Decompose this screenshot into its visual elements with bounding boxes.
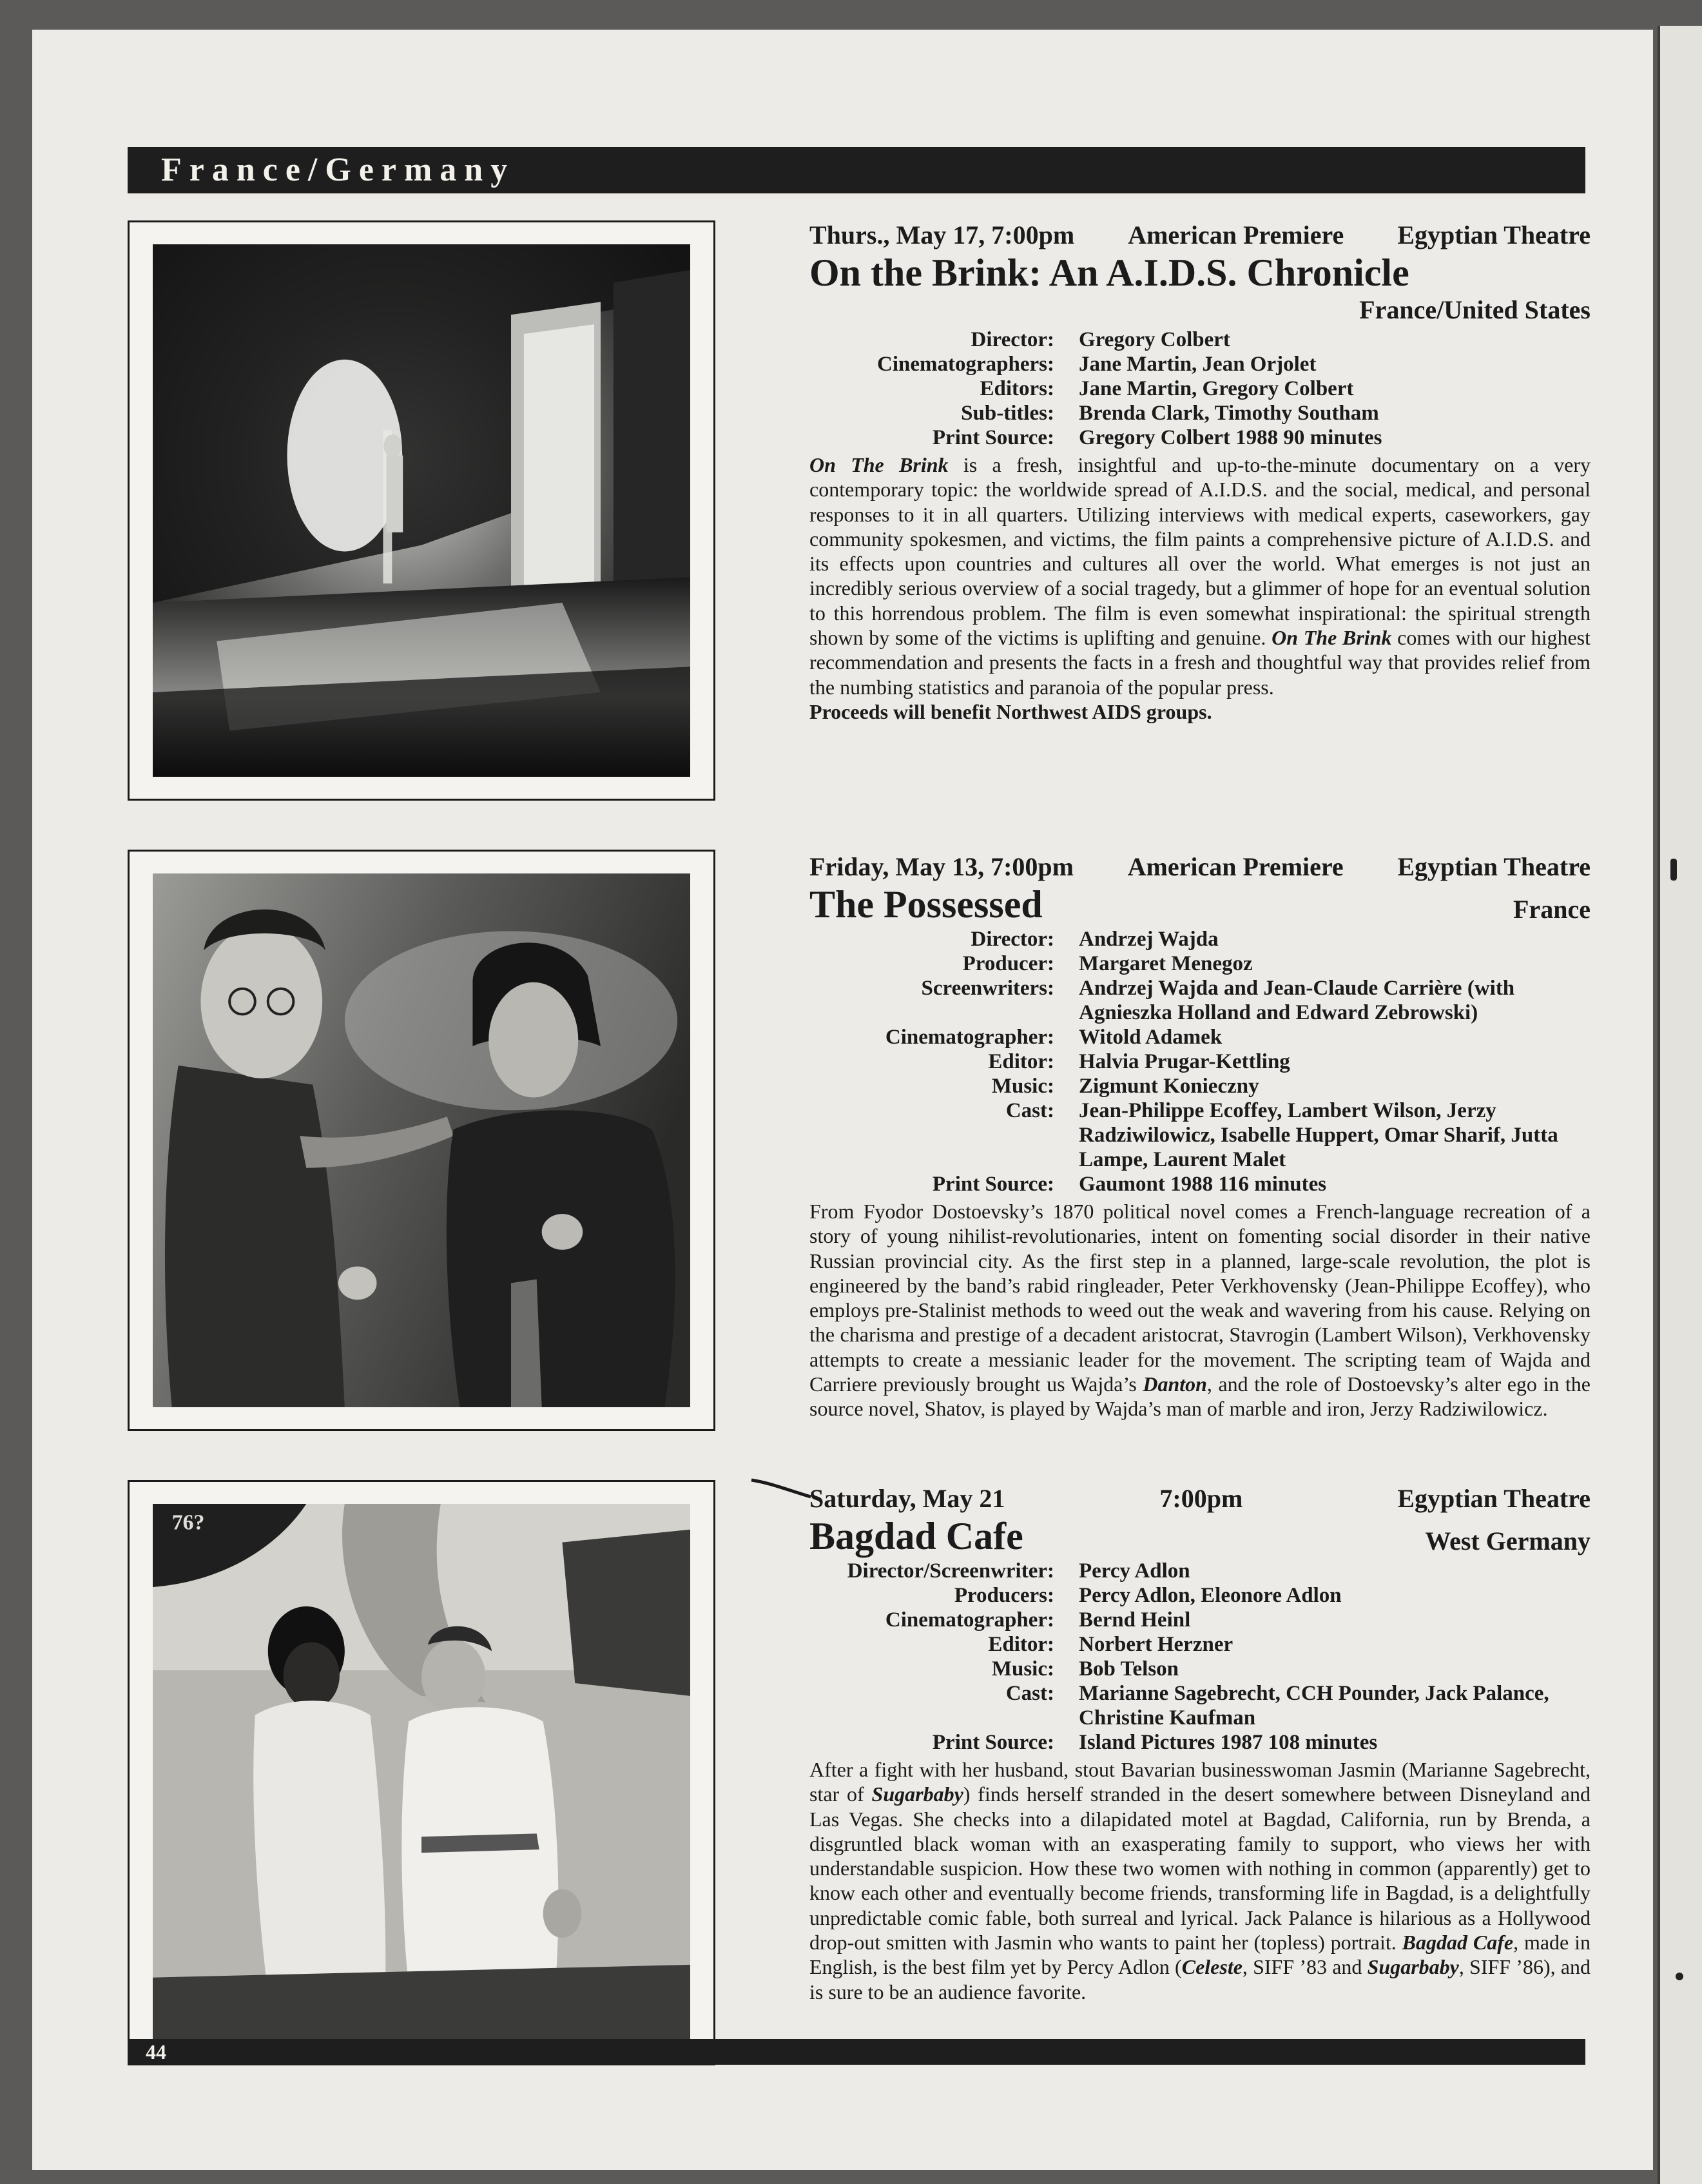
facing-page-edge xyxy=(1658,26,1702,2184)
synopsis-text: , made in English, is the best film yet by Percy Adlon ( xyxy=(809,1931,1591,1979)
synopsis-text: After a fight with her husband, stout Bavarian businesswoman Jasmin (Marianne Sagebrecht, star of xyxy=(809,1758,1591,1806)
venue: Egyptian Theatre xyxy=(1397,220,1591,249)
credits-list xyxy=(809,327,1591,450)
screening-info xyxy=(809,851,1591,883)
credit-role: Print Source: xyxy=(932,426,1054,449)
credit-names: Norbert Herzner xyxy=(1079,1633,1233,1656)
credit-role: Screenwriters: xyxy=(921,977,1054,1000)
premiere-label: American Premiere xyxy=(1127,852,1344,881)
film-title: On the Brink: An A.I.D.S. Chronicle xyxy=(809,251,1409,294)
section-banner: France/Germany xyxy=(128,147,1585,193)
credit-names: Witold Adamek xyxy=(1079,1026,1223,1049)
screening-time: 7:00pm xyxy=(1159,1484,1243,1513)
credit-names: Gregory Colbert xyxy=(1079,328,1230,351)
screening-info xyxy=(809,1483,1591,1515)
photo-frame-the-possessed xyxy=(128,850,715,1431)
credit-row xyxy=(809,352,1591,376)
credit-role: Music: xyxy=(991,1657,1054,1681)
credit-names: Brenda Clark, Timothy Southam xyxy=(1079,402,1379,425)
title-row xyxy=(809,883,1591,926)
credit-row xyxy=(809,1025,1591,1049)
synopsis-emphasis: Danton xyxy=(1143,1372,1207,1396)
synopsis-text: is a fresh, insightful and up-to-the-minute documentary on a very contemporary topic: the worldwide spread of A.I.D.S. and the social, medical, and personal responses to it in all quarters. Utilizing interviews with medical experts, caseworkers, gay community spokesmen, and victims, the film paints a comprehensive picture of A.I.D.S. and its effects upon countries and cultures all over the world. What emerges is not just an incredibly serious overview of a social tragedy, but a glimmer of hope for an eventual solution to this horrendous problem. The film is even somewhat inspirational: the spiritual strength shown by some of the victims is uplifting and genuine. xyxy=(809,453,1591,650)
film-listing-bagdad-cafe xyxy=(809,1483,1591,2004)
benefit-note: Proceeds will benefit Northwest AIDS groups. xyxy=(809,699,1212,723)
synopsis-text: , SIFF ’86), and is sure to be an audience favorite. xyxy=(809,1955,1591,2004)
film-country: West Germany xyxy=(1425,1526,1591,1555)
credit-names: Margaret Menegoz xyxy=(1079,952,1253,975)
facing-page-dot xyxy=(1676,1973,1683,1980)
venue: Egyptian Theatre xyxy=(1397,1484,1591,1513)
synopsis-emphasis: Celeste xyxy=(1181,1955,1243,1979)
synopsis-emphasis: Bagdad Cafe xyxy=(1402,1931,1514,1955)
credit-row xyxy=(809,1632,1591,1657)
photo-frame-on-the-brink xyxy=(128,220,715,801)
credit-row xyxy=(809,1098,1591,1172)
synopsis-emphasis: On The Brink xyxy=(809,453,949,476)
credit-names: Gaumont 1988 116 minutes xyxy=(1079,1173,1327,1196)
credit-role: Cinematographer: xyxy=(885,1026,1054,1049)
credit-role: Director: xyxy=(971,328,1054,351)
synopsis-text: ) finds herself stranded in the desert somewhere between Disneyland and Las Vegas. She checks into a dilapidated motel at Bagdad, California, run by Brenda, a disgruntled black woman with an exasperating family to support, who views her with understandable suspicion. How these two women with nothing in common (apparently) get to know each other and eventually become friends, transforming life in Bagdad, is a delightfully unpredictable comic fable, both surreal and lyrical. Jack Palance is hilarious as a Hollywood drop-out smitten with Jasmin who wants to paint her (topless) portrait. xyxy=(809,1782,1591,1955)
screening-info xyxy=(809,219,1591,251)
credit-role: Music: xyxy=(991,1075,1054,1098)
credit-role: Print Source: xyxy=(932,1173,1054,1196)
still-photo-the-possessed xyxy=(153,873,690,1407)
venue: Egyptian Theatre xyxy=(1397,852,1591,881)
credit-role: Cinematographers: xyxy=(877,353,1054,376)
credit-names: Andrzej Wajda xyxy=(1079,928,1219,951)
screening-date-time: Friday, May 13, 7:00pm xyxy=(809,852,1074,881)
synopsis-emphasis: Sugarbaby xyxy=(871,1782,963,1806)
credit-role: Producers: xyxy=(954,1584,1054,1607)
credit-role: Editor: xyxy=(988,1633,1054,1656)
credit-role: Sub-titles: xyxy=(961,402,1054,425)
credit-names: Halvia Prugar-Kettling xyxy=(1079,1050,1290,1073)
film-country: France/United States xyxy=(1359,295,1591,324)
synopsis-text: , SIFF ’83 and xyxy=(1242,1955,1368,1979)
synopsis-text: From Fyodor Dostoevsky’s 1870 political novel comes a French-language recreation of a story of young nihilist-revolutionaries, intent on fomenting social disorder in their native Russian provincial city. As the first step in a planned, large-scale revolution, the plot is engineered by the band’s rabid ringleader, Peter Verkhovensky (Jean-Philippe Ecoffey), who employs pre-Stalinist methods to weed out the weak and wavering from his cause. Relying on the charisma and prestige of a decadent aristocrat, Stavrogin (Lambert Wilson), Verkhovensky attempts to create a messianic leader for the movement. The scripting team of Wajda and Carriere previously brought us Wajda’s xyxy=(809,1200,1591,1396)
still-photo-bagdad-cafe xyxy=(153,1504,690,2042)
screening-date: Saturday, May 21 xyxy=(809,1484,1005,1513)
credit-role: Director/Screenwriter: xyxy=(847,1559,1054,1583)
credit-row xyxy=(809,1583,1591,1608)
credit-names: Percy Adlon xyxy=(1079,1559,1190,1583)
credits-list xyxy=(809,927,1591,1196)
credit-names: Marianne Sagebrecht, CCH Pounder, Jack Palance, Christine Kaufman xyxy=(1079,1682,1549,1730)
pen-mark xyxy=(750,1476,812,1499)
page-number: 44 xyxy=(146,2040,166,2063)
credit-row xyxy=(809,401,1591,425)
credit-role: Director: xyxy=(971,928,1054,951)
credit-names: Gregory Colbert 1988 90 minutes xyxy=(1079,426,1382,449)
credit-row xyxy=(809,327,1591,352)
film-synopsis xyxy=(809,1757,1591,2004)
film-country: France xyxy=(1513,895,1591,924)
film-synopsis xyxy=(809,1199,1591,1421)
credit-row xyxy=(809,976,1591,1025)
film-listing-the-possessed xyxy=(809,851,1591,1421)
credit-names: Percy Adlon, Eleonore Adlon xyxy=(1079,1584,1342,1607)
credit-role: Cast: xyxy=(1005,1099,1054,1122)
credit-row xyxy=(809,1681,1591,1730)
credit-row xyxy=(809,1608,1591,1632)
synopsis-text: comes with our highest recommendation and presents the facts in a fresh and thoughtful way that provides relief from the numbing statistics and paranoia of the popular press. xyxy=(809,626,1591,699)
credit-role: Cast: xyxy=(1005,1682,1054,1705)
credit-names: Zigmunt Konieczny xyxy=(1079,1075,1259,1098)
footer-bar xyxy=(128,2039,1585,2065)
credit-row xyxy=(809,1559,1591,1583)
synopsis-text: , and the role of Dostoevsky’s alter ego in the source novel, Shatov, is played by Wajda’s man of marble and iron, Jerzy Radziwilowicz. xyxy=(809,1372,1591,1421)
photo-sign-text: 76? xyxy=(171,1510,205,1535)
photo-frame-bagdad-cafe xyxy=(128,1480,715,2065)
credit-row xyxy=(809,927,1591,951)
synopsis-emphasis: Sugarbaby xyxy=(1367,1955,1459,1979)
film-listing-on-the-brink xyxy=(809,219,1591,724)
credit-row xyxy=(809,951,1591,976)
premiere-label: American Premiere xyxy=(1128,220,1344,249)
credit-names: Bernd Heinl xyxy=(1079,1608,1191,1632)
credit-names: Jean-Philippe Ecoffey, Lambert Wilson, Jerzy Radziwilowicz, Isabelle Huppert, Omar Sharif, Jutta Lampe, Laurent Malet xyxy=(1079,1099,1558,1171)
credit-row xyxy=(809,1172,1591,1196)
credit-row xyxy=(809,1049,1591,1074)
still-photo-on-the-brink xyxy=(153,244,690,777)
credits-list xyxy=(809,1559,1591,1755)
credit-role: Cinematographer: xyxy=(885,1608,1054,1632)
film-synopsis xyxy=(809,453,1591,699)
credit-row xyxy=(809,376,1591,401)
credit-role: Editors: xyxy=(980,377,1054,400)
credit-names: Bob Telson xyxy=(1079,1657,1179,1681)
credit-row xyxy=(809,1074,1591,1098)
credit-role: Print Source: xyxy=(932,1731,1054,1754)
credit-row xyxy=(809,425,1591,450)
credit-names: Jane Martin, Jean Orjolet xyxy=(1079,353,1317,376)
screening-date-time: Thurs., May 17, 7:00pm xyxy=(809,220,1075,249)
credit-row xyxy=(809,1657,1591,1681)
film-title: The Possessed xyxy=(809,883,1043,926)
title-row xyxy=(809,1515,1591,1557)
synopsis-emphasis: On The Brink xyxy=(1272,626,1392,650)
film-title: Bagdad Cafe xyxy=(809,1515,1023,1557)
credit-names: Andrzej Wajda and Jean-Claude Carrière (with Agnieszka Holland and Edward Zebrowski) xyxy=(1079,977,1515,1024)
facing-page-mark xyxy=(1670,859,1677,881)
credit-role: Producer: xyxy=(962,952,1054,975)
credit-names: Jane Martin, Gregory Colbert xyxy=(1079,377,1354,400)
credit-role: Editor: xyxy=(988,1050,1054,1073)
credit-row xyxy=(809,1730,1591,1755)
credit-names: Island Pictures 1987 108 minutes xyxy=(1079,1731,1378,1754)
